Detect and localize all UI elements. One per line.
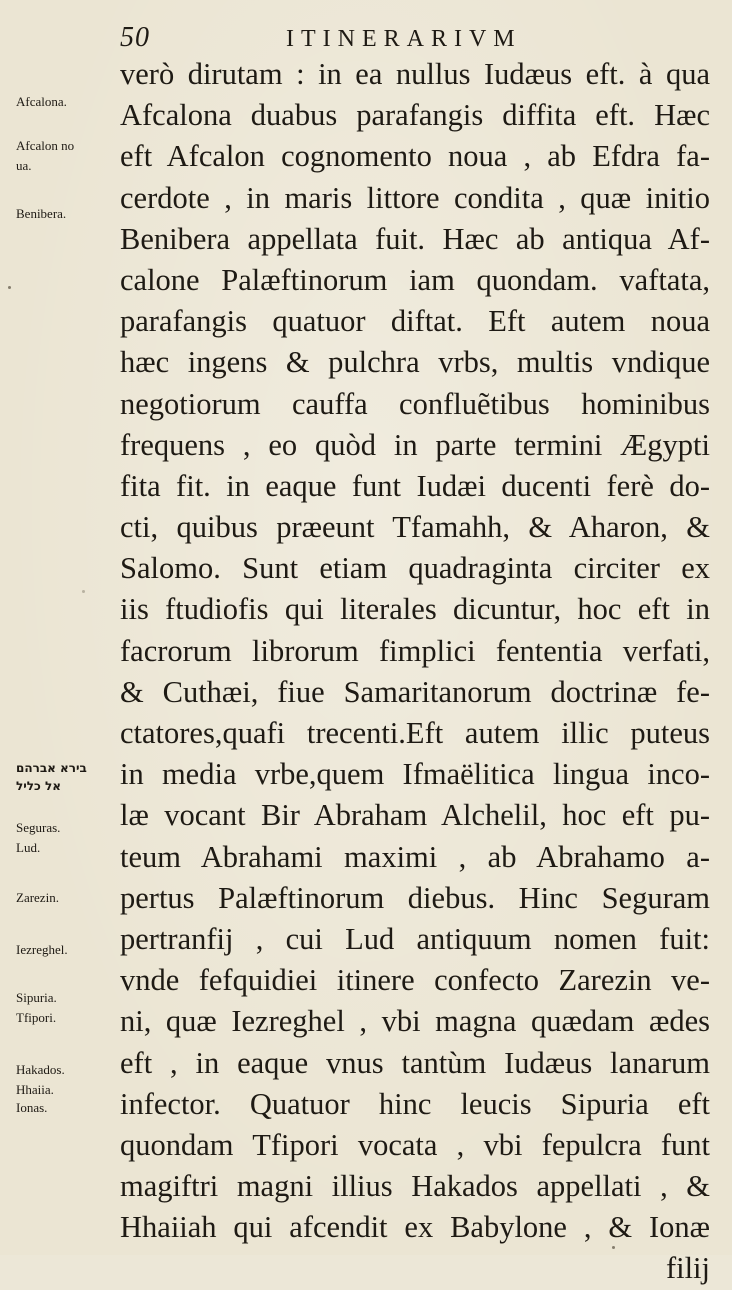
ink-speck xyxy=(612,1246,615,1249)
margin-note-ionas: Ionas. xyxy=(16,1100,48,1115)
text-line: læ vocant Bir Abraham Alchelil, hoc eft pu- xyxy=(120,798,710,833)
text-line: frequens , eo quòd in parte termini Ægypti xyxy=(120,427,710,462)
margin-notes xyxy=(0,0,120,1255)
text-line: verò dirutam : in ea nullus Iudæus eft. à qua xyxy=(120,57,710,91)
margin-note-ascalona: Afcalona. xyxy=(16,94,67,109)
body-text xyxy=(120,54,710,1290)
margin-note-seguras: Seguras. xyxy=(16,820,61,835)
text-line: & Cuthæi, fiue Samaritanorum doctrinæ fe- xyxy=(120,674,710,709)
margin-note-ascalon-noua-1: Afcalon no xyxy=(16,138,75,153)
text-line: infector. Quatuor hinc leucis Sipuria eft xyxy=(120,1086,710,1121)
text-line: Afcalona duabus parafangis diffita eft. Hæc xyxy=(120,98,710,133)
text-line: Salomo. Sunt etiam quadraginta circiter ex xyxy=(120,551,710,586)
text-line: eft , in eaque vnus tantùm Iudæus lanarum xyxy=(120,1045,710,1080)
text-line: cerdote , in maris littore condita , quæ initio xyxy=(120,180,710,215)
text-line: facrorum librorum fimplici fententia verfati, xyxy=(120,633,710,668)
text-line: Benibera appellata fuit. Hæc ab antiqua Af- xyxy=(120,221,710,256)
text-line: in media vrbe,quem Ifmaëlitica lingua inco- xyxy=(120,757,710,792)
margin-note-sipuria: Sipuria. xyxy=(16,990,57,1005)
text-line: teum Abrahami maximi , ab Abrahamo a- xyxy=(120,839,710,874)
text-line: pertus Palæftinorum diebus. Hinc Seguram xyxy=(120,880,710,915)
margin-note-hebrew-1: בירא אברהם xyxy=(16,761,87,775)
text-line: hæc ingens & pulchra vrbs, multis vndique xyxy=(120,345,710,380)
margin-note-iezreghel: Iezreghel. xyxy=(16,942,68,957)
text-line: cti, quibus præeunt Tfamahh, & Aharon, & xyxy=(120,510,710,545)
ink-speck xyxy=(82,590,85,593)
ink-speck xyxy=(8,286,11,289)
margin-note-benibera: Benibera. xyxy=(16,206,67,221)
text-line: negotiorum cauffa confluẽtibus hominibus xyxy=(120,386,710,421)
page-header xyxy=(118,18,718,58)
text-line: ni, quæ Iezreghel , vbi magna quædam ædes xyxy=(120,1004,710,1039)
text-line: iis ftudiofis qui literales dicuntur, hoc eft in xyxy=(120,592,710,627)
margin-note-lud: Lud. xyxy=(16,840,41,855)
page-number: 50 xyxy=(120,22,150,53)
margin-note-zarezin: Zarezin. xyxy=(16,890,59,905)
catchword: filij xyxy=(665,1251,710,1286)
margin-note-ascalon-noua-2: ua. xyxy=(16,158,32,173)
text-line: pertranfij , cui Lud antiquum nomen fuit: xyxy=(120,921,710,956)
text-line: quondam Tfipori vocata , vbi fepulcra funt xyxy=(120,1127,710,1162)
text-line: parafangis quatuor diftat. Eft autem noua xyxy=(120,304,710,339)
margin-note-hebrew-2: אל כליל xyxy=(16,779,62,793)
text-line: calone Palæftinorum iam quondam. vaftata, xyxy=(120,262,710,297)
margin-note-tsipori: Tfipori. xyxy=(16,1010,57,1025)
running-title: ITINERARIVM xyxy=(286,26,522,52)
text-line: fita fit. in eaque funt Iudæi ducenti ferè do- xyxy=(120,468,710,503)
text-line: ctatores,quafi trecenti.Eft autem illic puteus xyxy=(120,716,710,750)
text-line: magiftri magni illius Hakados appellati , & xyxy=(120,1169,710,1204)
text-line: vnde fefquidiei itinere confecto Zarezin ve- xyxy=(120,963,710,998)
text-line: eft Afcalon cognomento noua , ab Efdra fa- xyxy=(120,139,710,174)
margin-note-hakados: Hakados. xyxy=(16,1062,65,1077)
margin-note-hhaiia: Hhaiia. xyxy=(16,1082,54,1097)
text-line: Hhaiiah qui afcendit ex Babylone , & Ionæ xyxy=(120,1210,710,1245)
